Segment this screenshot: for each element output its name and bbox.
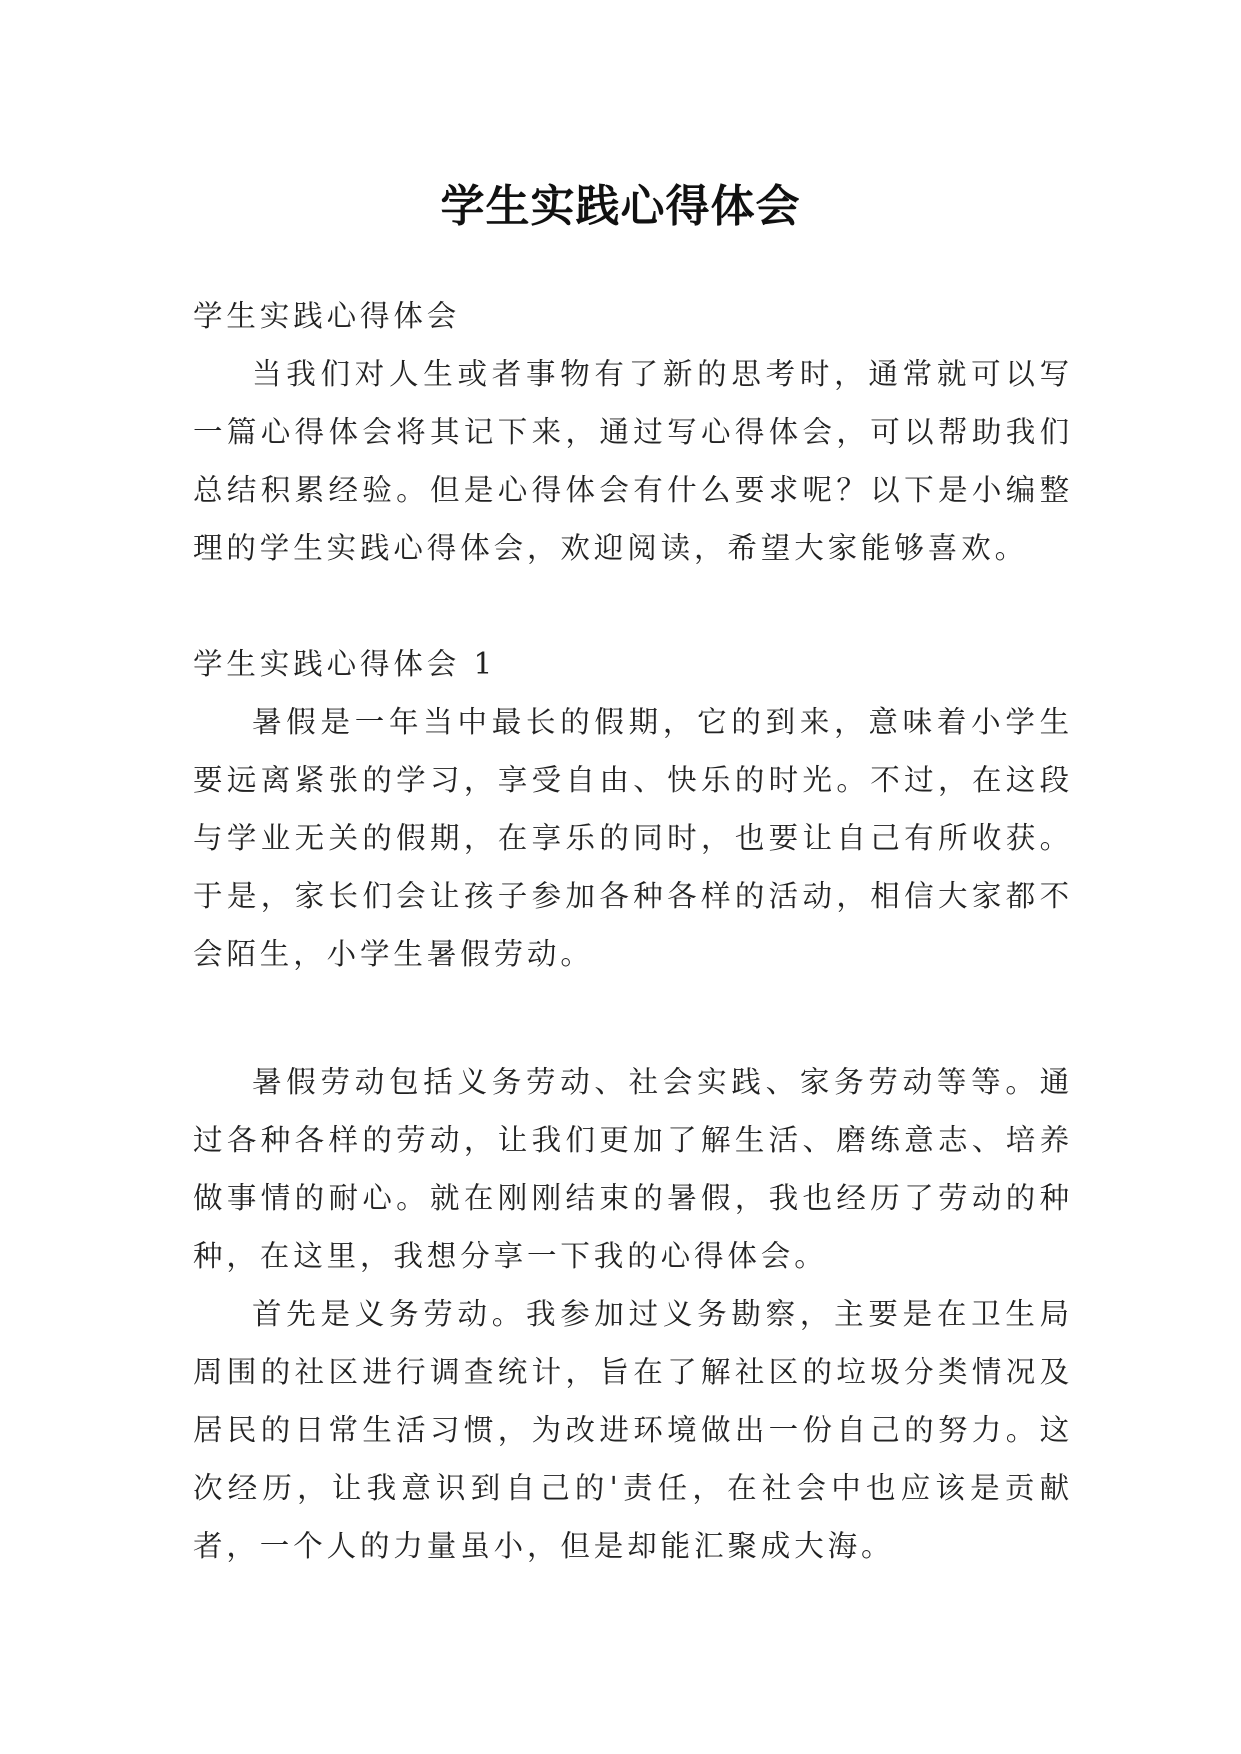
subtitle: 学生实践心得体会 [193, 299, 461, 333]
intro-paragraph: 当我们对人生或者事物有了新的思考时，通常就可以写一篇心得体会将其记下来，通过写心得体会，可以帮助我们总结积累经验。但是心得体会有什么要求呢？以下是小编整理的学生实践心得体会，欢迎阅读，希望大家能够喜欢。 [193, 357, 1073, 565]
document-title: 学生实践心得体会 [440, 181, 801, 233]
section-heading: 学生实践心得体会 1 [193, 647, 497, 681]
paragraph: 首先是义务劳动。我参加过义务勘察，主要是在卫生局周围的社区进行调查统计，旨在了解社区的垃圾分类情况及居民的日常生活习惯，为改进环境做出一份自己的努力。这次经历，让我意识到自己的'责任，在社会中也应该是贡献者，一个人的力量虽小，但是却能汇聚成大海。 [193, 1297, 1073, 1563]
spacer [193, 983, 1073, 1053]
paragraph: 暑假劳动包括义务劳动、社会实践、家务劳动等等。通过各种各样的劳动，让我们更加了解生活、磨练意志、培养做事情的耐心。就在刚刚结束的暑假，我也经历了劳动的种种，在这里，我想分享一下我的心得体会。 [193, 1065, 1073, 1273]
document-body [193, 287, 1073, 1575]
paragraph: 暑假是一年当中最长的假期，它的到来，意味着小学生要远离紧张的学习，享受自由、快乐的时光。不过，在这段与学业无关的假期，在享乐的同时，也要让自己有所收获。于是，家长们会让孩子参加各种各样的活动，相信大家都不会陌生，小学生暑假劳动。 [193, 705, 1073, 971]
spacer [193, 577, 1073, 635]
